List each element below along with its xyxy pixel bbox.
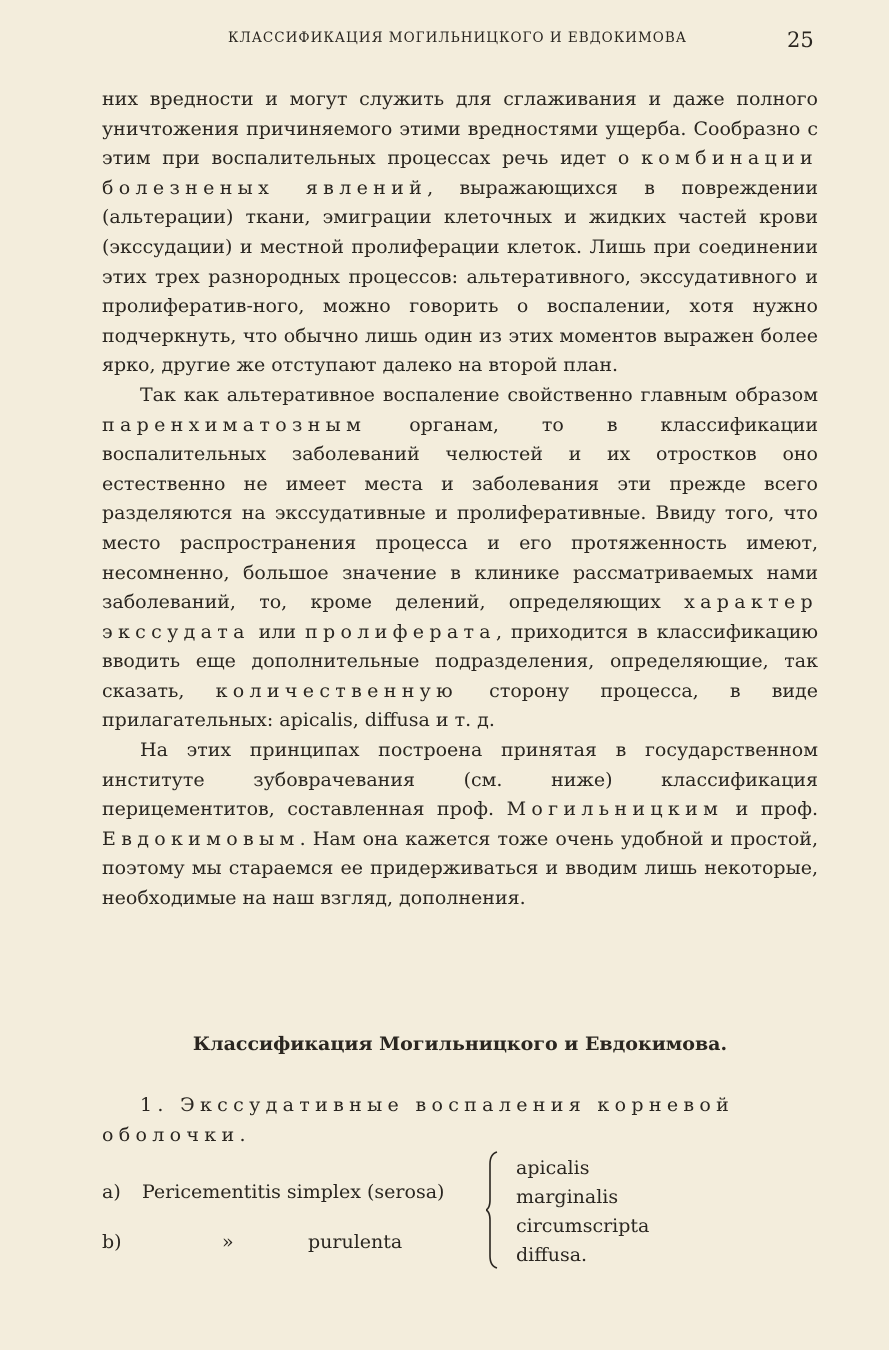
text-run: них вредности и могут служить для сглаживания и даже полного уничтожения причиняемого этими вредностями ущерба. Сообразно с этим при воспалительных процессах речь идет о bbox=[102, 88, 818, 170]
row-text: purulenta bbox=[308, 1231, 403, 1253]
item-heading: 1. Экссудативные воспаления корневой оболочки. bbox=[102, 1094, 735, 1146]
paragraph bbox=[102, 736, 818, 914]
row-letter: a) bbox=[102, 1181, 121, 1203]
brace-icon bbox=[486, 1150, 500, 1270]
text-run: . Нам она кажется тоже очень удобной и простой, поэтому мы стараемся ее придерживаться и вводим лишь некоторые, необходимые на наш взгляд, дополнения. bbox=[102, 827, 818, 910]
text-run: сторону процесса, в виде прилагательных: apicalis, diffusa и т. д. bbox=[102, 679, 818, 732]
classification-item-1 bbox=[102, 1090, 818, 1150]
section-title: Классификация Могильницкого и Евдокимова. bbox=[192, 1033, 728, 1055]
row-letter: b) bbox=[102, 1231, 122, 1253]
text-run: На этих принципах построена принятая в государственном институте зубоврачевания (см. ниже) классификация перицементитов, составленная проф. bbox=[102, 739, 818, 821]
subtype: apicalis bbox=[516, 1157, 590, 1179]
text-run: , выражающихся в повреждении (альтерации) ткани, эмиграции клеточных и жидких частей крови (экссудации) и местной пролиферации клеток. Лишь при соединении этих трех разнородных процессов: альтеративного, экссудативного и пролифератив-ного, можно говорить о воспалении, хотя нужно подчеркнуть, что обычно лишь один из этих моментов выражен более ярко, другие же отступают далеко на второй план. bbox=[102, 176, 818, 377]
text-run: органам, то в классификации воспалительных заболеваний челюстей и их отростков оно естественно не имеет места и заболевания эти прежде всего разделяются на экссудативные и пролиферативные. Ввиду того, что место распространения процесса и его протяженность имеют, несомненно, большое значение в клинике рассматриваемых нами заболеваний, то, кроме делений, определяющих bbox=[102, 413, 818, 614]
row-text: Pericementitis simplex (serosa) bbox=[142, 1181, 445, 1203]
paragraph bbox=[102, 85, 818, 381]
text-run: или bbox=[249, 620, 305, 643]
emphasized-text: количественную bbox=[215, 679, 459, 702]
emphasized-text: Могильницким bbox=[506, 798, 724, 821]
subtype: circumscripta bbox=[516, 1215, 650, 1237]
emphasized-text: характер экссудата bbox=[102, 591, 818, 643]
emphasized-text: паренхиматозным bbox=[102, 413, 367, 436]
running-title: КЛАССИФИКАЦИЯ МОГИЛЬНИЦКОГО И ЕВДОКИМОВА bbox=[228, 30, 687, 46]
emphasized-text: пролиферата bbox=[304, 620, 496, 643]
body-text bbox=[102, 85, 818, 914]
emphasized-text: комбинации болезненых явлений bbox=[102, 147, 818, 199]
subtype: diffusa. bbox=[516, 1244, 588, 1266]
ditto-mark: » bbox=[222, 1231, 234, 1253]
page-number: 25 bbox=[787, 28, 814, 52]
subtype: marginalis bbox=[516, 1186, 619, 1208]
text-run: и проф. bbox=[723, 798, 818, 821]
text-run: , приходится в классификацию вводить еще дополнительные подразделения, определяющие, так сказать, bbox=[102, 620, 818, 702]
text-run: Так как альтеративное воспаление свойственно главным образом bbox=[140, 383, 818, 406]
paragraph bbox=[102, 381, 818, 736]
emphasized-text: Евдокимовым bbox=[102, 827, 300, 850]
subtype-list bbox=[516, 1154, 649, 1270]
